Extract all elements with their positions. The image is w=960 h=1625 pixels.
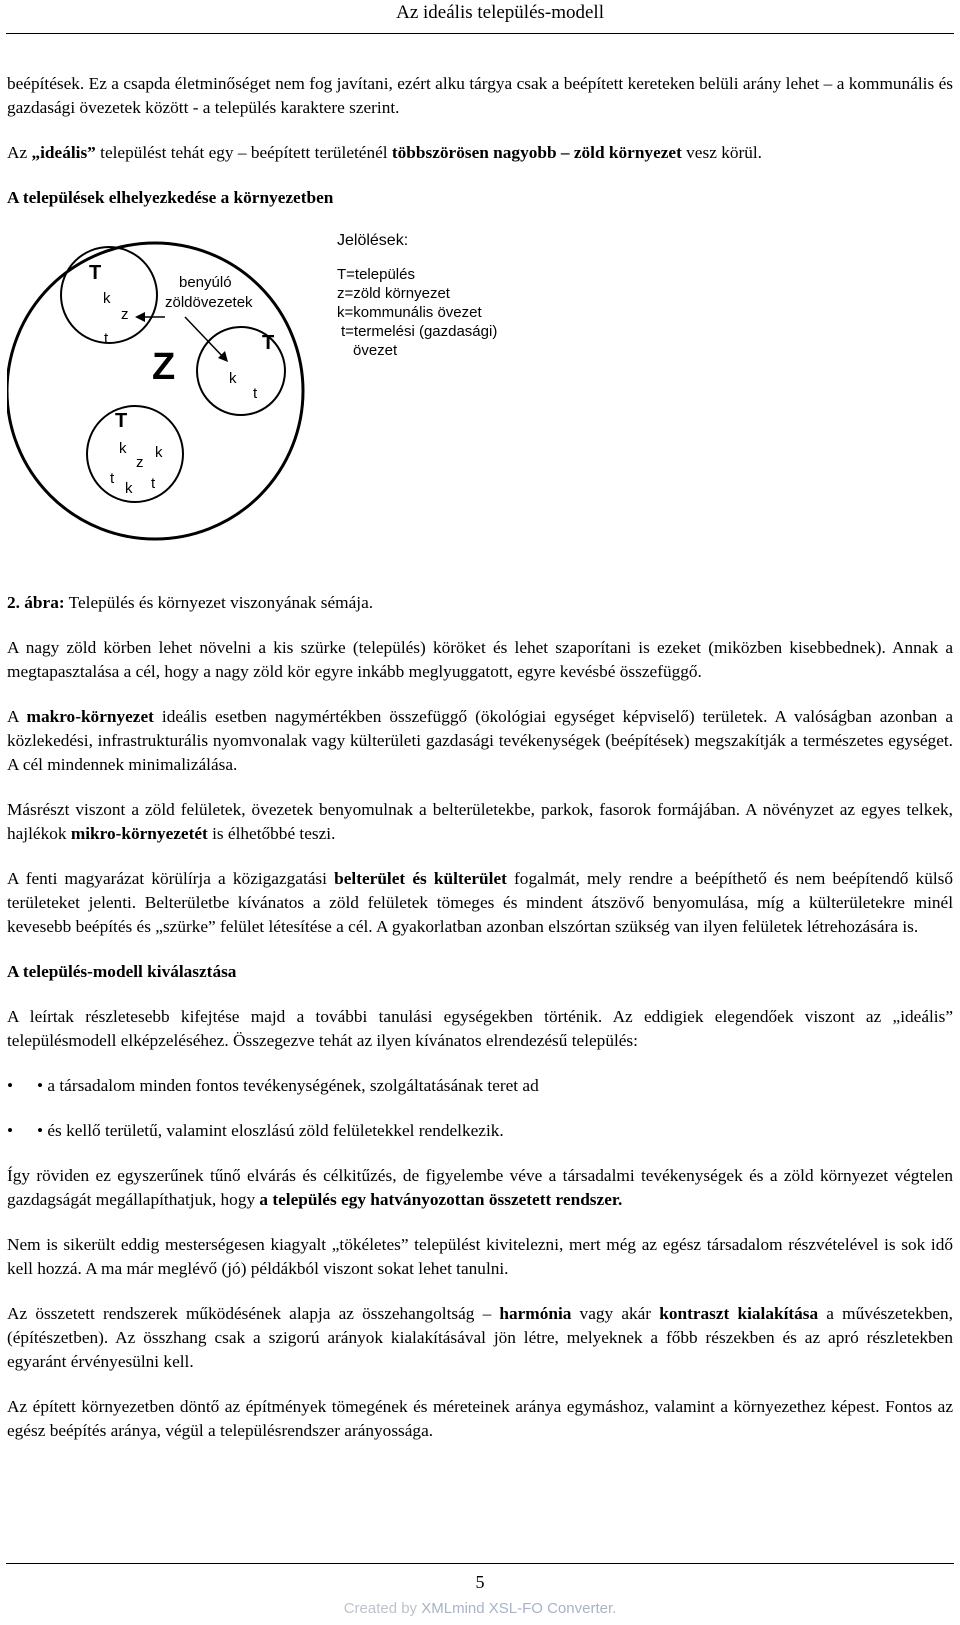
settlement-label-1: T [89, 262, 102, 284]
figure-caption: 2. ábra: Település és környezet viszonyának sémája. [7, 593, 374, 612]
legend-item: T=település [337, 266, 415, 283]
big-z-label: Z [152, 346, 176, 388]
converter-credit: Created by XMLmind XSL-FO Converter. [343, 1600, 617, 1617]
section-heading-model: A település-modell kiválasztása [7, 962, 237, 981]
zone-label-t: t [253, 385, 258, 402]
legend-title: Jelölések: [337, 232, 409, 249]
paragraph-2: Az „ideális” települést tehát egy – beépített területénél többszörösen nagyobb – zöld környezet vesz körül. [7, 143, 762, 162]
arrow-line-2 [185, 317, 225, 359]
paragraph-3: A nagy zöld körben lehet növelni a kis szürke (település) köröket és lehet szaporítani is ezeket (miközben kisebbednek). Annak a megtapasztalása a cél, hogy a nagy zöld kör egyre inkább meglyuggatott, egyre kevésbé összefüggő. [7, 638, 953, 681]
running-title: Az ideális település-modell [396, 2, 604, 23]
paragraph-10: Az összetett rendszerek működésének alapja az összehangoltság – harmónia vagy akár kontraszt kialakítása a művészetekben, (építészetben). Az összhang csak a szigorú arányok kialakításával jön létre, melyeknek a főbb részekben és az apró részletekben egyaránt érvényesülni kell. [7, 1304, 953, 1371]
zone-label-z: z [121, 306, 129, 323]
paragraph-8: Így röviden ez egyszerűnek tűnő elvárás és célkitűzés, de figyelembe véve a társadalmi tevékenységek és a zöld környezet végtelen gazdagságát megállapíthatjuk, hogy a település egy hatványozottan összetett rendszer. [7, 1166, 953, 1209]
arrow-head-1 [135, 312, 145, 322]
paragraph-11: Az épített környezetben döntő az építmények tömegének és méreteinek aránya egymáshoz, valamint a környezethez képest. Fontos az egész beépítés aránya, végül a településrendszer arányossága. [7, 1397, 953, 1440]
legend-item: k=kommunális övezet [337, 304, 482, 321]
list-item-text: • és kellő területű, valamint eloszlású zöld felületekkel rendelkezik. [37, 1121, 504, 1140]
zone-label-z: z [136, 454, 144, 471]
section-heading-settlements: A települések elhelyezkedése a környezetben [7, 188, 334, 207]
list-item-text: • a társadalom minden fontos tevékenységének, szolgáltatásának teret ad [37, 1076, 539, 1095]
settlement-label-2: T [262, 332, 275, 354]
zone-label-k: k [103, 290, 111, 307]
zone-label-k: k [155, 444, 163, 461]
zone-label-k: k [119, 440, 127, 457]
legend-item: övezet [353, 342, 398, 359]
big-green-circle [7, 243, 303, 539]
list-item [7, 1074, 953, 1098]
footer-divider [6, 1563, 954, 1564]
paragraph-5: Másrészt viszont a zöld felületek, övezetek benyomulnak a belterületekbe, parkok, fasorok formájában. A növényzet az egyes telkek, hajlékok mikro-környezetét is élhetőbbé teszi. [7, 800, 953, 843]
converter-link[interactable]: XMLmind XSL-FO Converter. [421, 1600, 617, 1617]
arrow-text-line-1: benyúló [179, 274, 232, 291]
zone-label-t: t [104, 330, 109, 347]
list-item [7, 1119, 953, 1143]
page-header [0, 0, 960, 36]
legend-item: z=zöld környezet [337, 285, 450, 302]
zone-label-k: k [229, 370, 237, 387]
legend-item: t=termelési (gazdasági) [341, 323, 498, 340]
page-number: 5 [475, 1572, 485, 1592]
settlement-label-3: T [115, 410, 128, 432]
bullet-icon: • [7, 1121, 14, 1140]
zone-label-t: t [151, 475, 156, 492]
header-divider [6, 33, 954, 34]
zone-label-t: t [110, 470, 115, 487]
settlement-circle-3 [87, 406, 183, 502]
paragraph-7: A leírtak részletesebb kifejtése majd a további tanulási egységekben történik. Az eddigiek elegendőek viszont az „ideális” településmodell elképzeléséhez. Összegezve tehát az ilyen kívánatos elrendezésű település: [7, 1007, 953, 1050]
paragraph-6: A fenti magyarázat körülírja a közigazgatási belterület és külterület fogalmát, mely rendre a beépíthető és nem beépítendő külső területeket jelenti. Belterületbe kívánatos a zöld felületek tömeges és mindent átszövő benyomulása, míg a külterületekre minél kevesebb beépítés és „szürke” felület létesítése a cél. A gyakorlatban azonban elszórtan szükség van ilyen felületek létrehozására is. [7, 869, 953, 936]
page-content [7, 72, 953, 1464]
paragraph-1: beépítések. Ez a csapda életminőséget nem fog javítani, ezért alku tárgya csak a beépített kereteken belüli arány lehet – a kommunális és gazdasági övezetek között - a település karaktere szerint. [7, 74, 953, 117]
zone-label-k: k [125, 480, 133, 497]
paragraph-9: Nem is sikerült eddig mesterségesen kiagyalt „tökéletes” települést kivitelezni, mert még az egész társadalom részvételével is sok idő kell hozzá. A ma már meglévő (jó) példákból viszont sokat lehet tanulni. [7, 1235, 953, 1278]
bullet-icon: • [7, 1076, 14, 1095]
paragraph-4: A makro-környezet ideális esetben nagymértékben összefüggő (ökológiai egységet képviselő) területek. A valóságban azonban a közlekedési, infrastrukturális nyomvonalak vagy külterületi gazdasági tevékenységek (beépítések) megszakítják a természetes egységet. A cél mindennek minimalizálása. [7, 707, 953, 774]
arrow-text-line-2: zöldövezetek [165, 294, 253, 311]
settlement-diagram [7, 231, 567, 581]
